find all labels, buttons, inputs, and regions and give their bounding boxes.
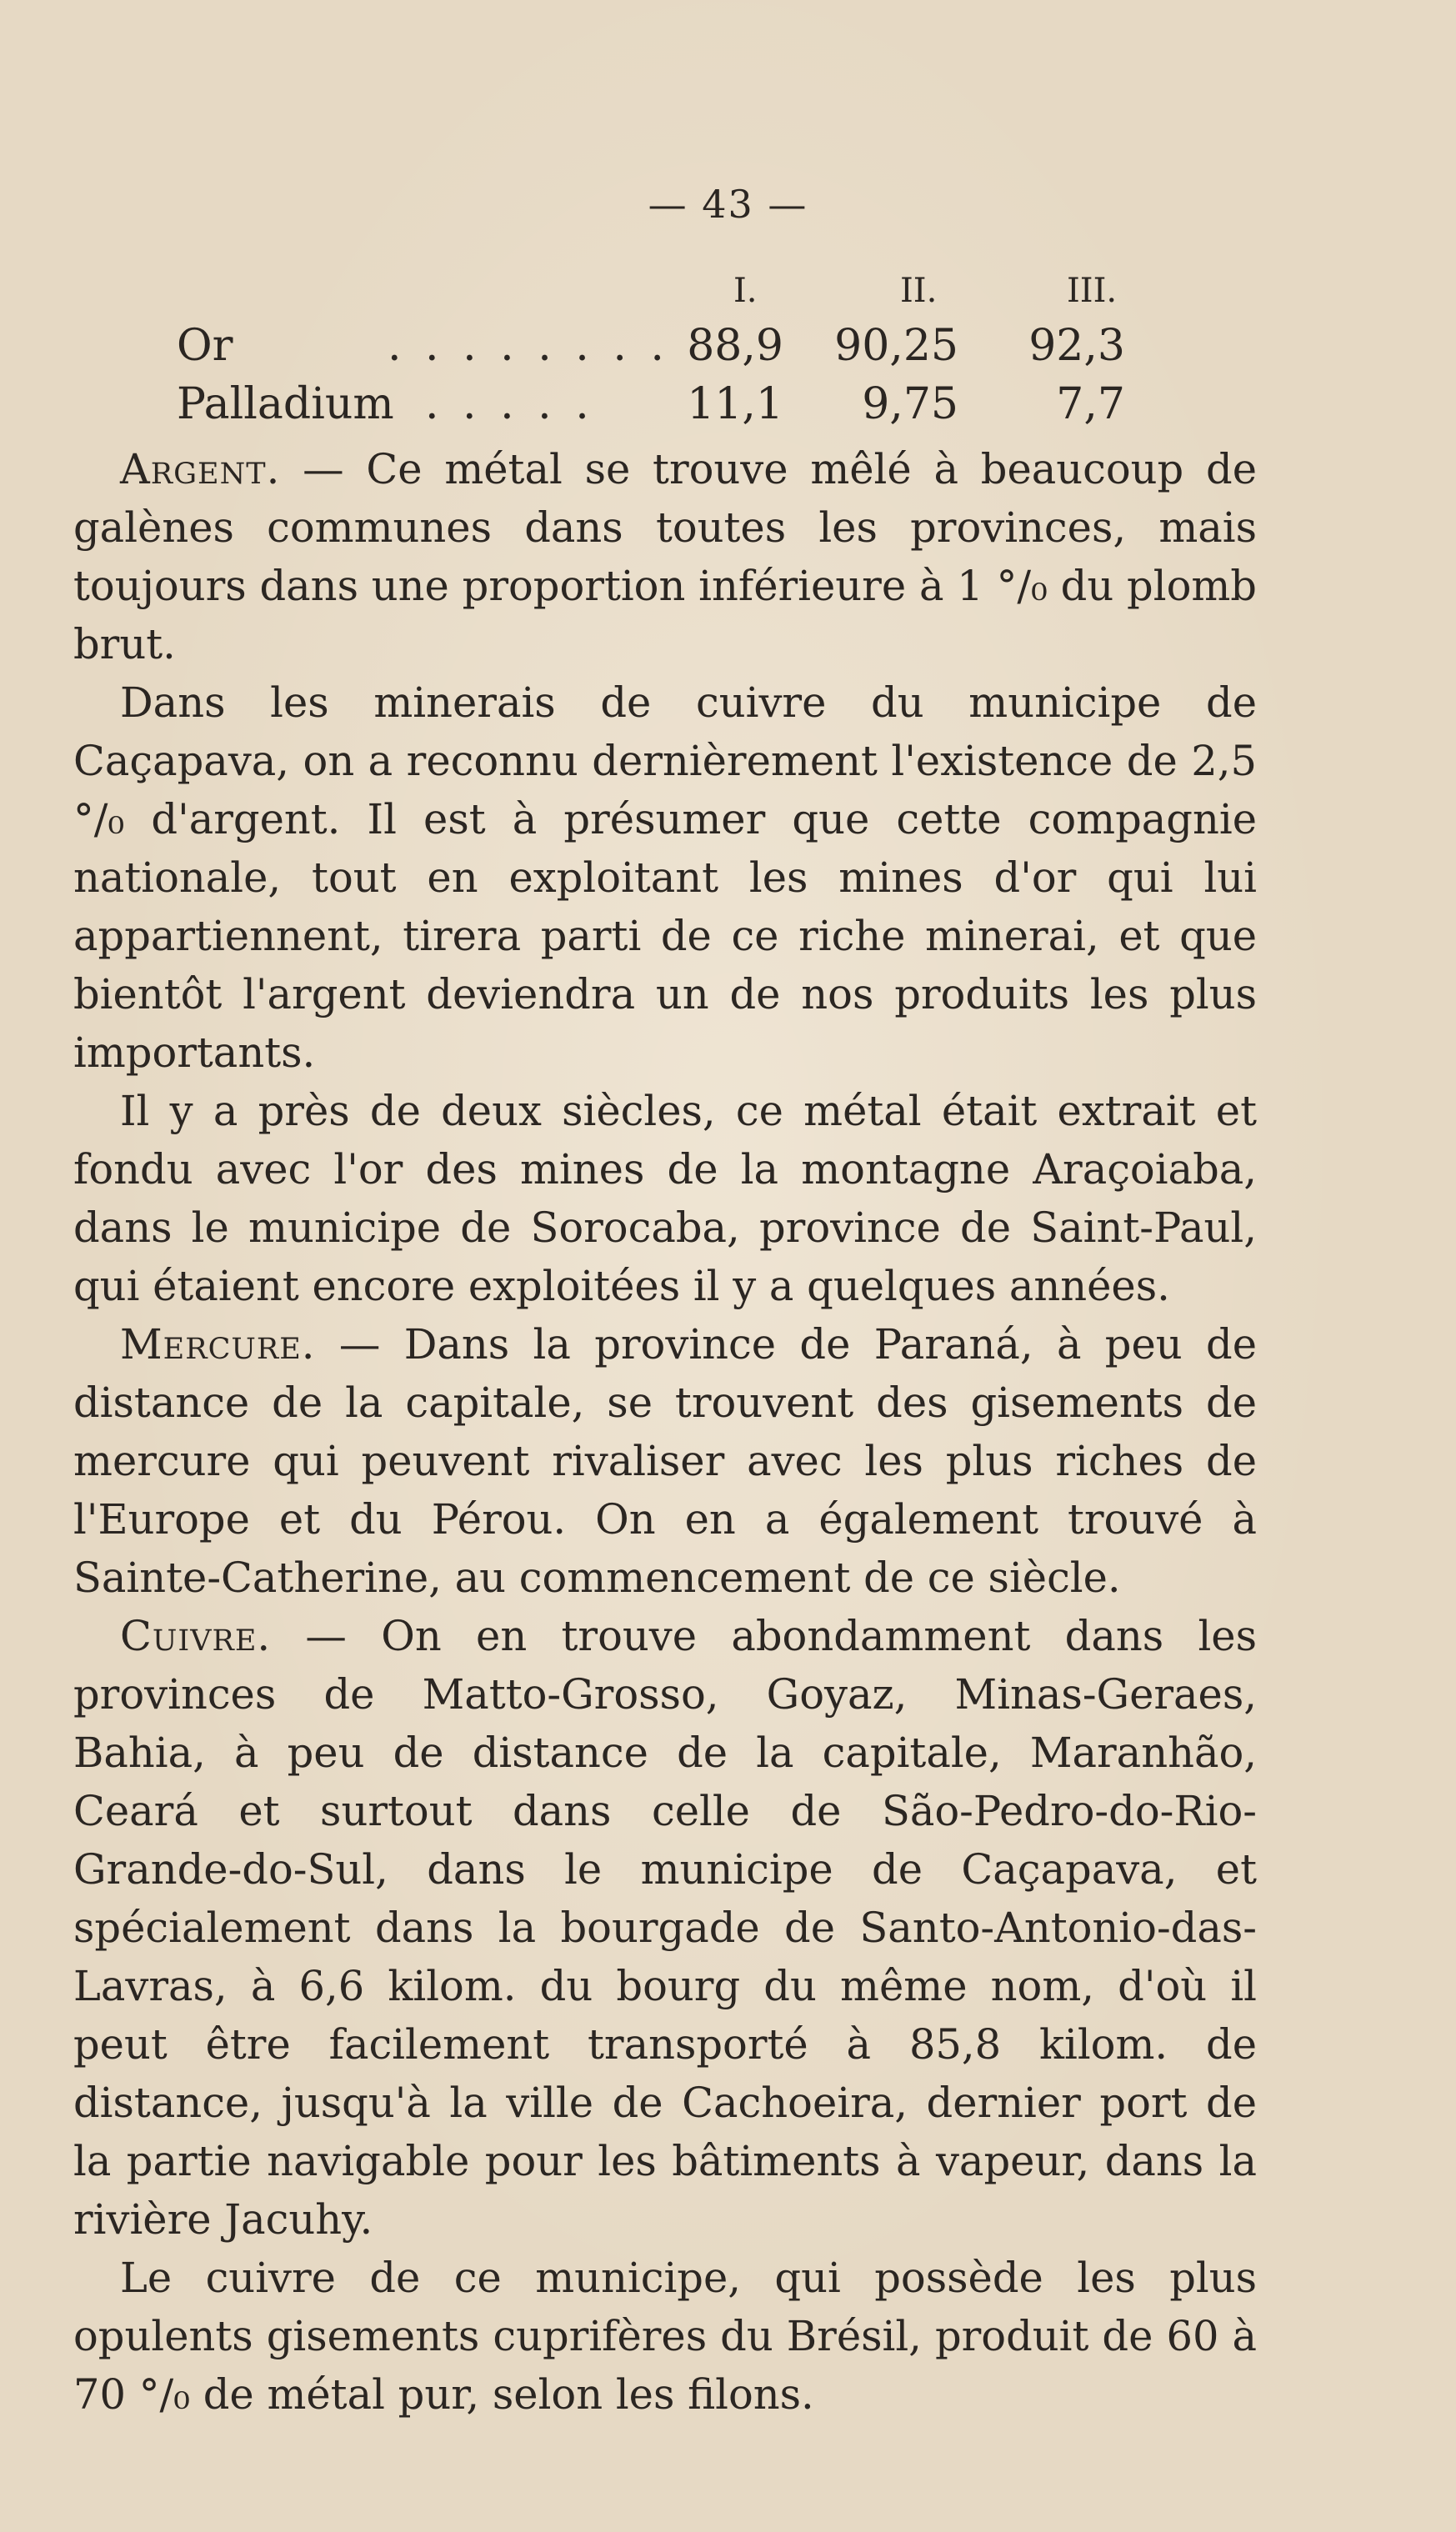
section-heading-mercure: Mercure. <box>120 1320 316 1369</box>
value-col-3: 7,7 <box>1056 379 1125 429</box>
paragraph-cuivre-yield <box>73 2249 1257 2424</box>
paragraph-cacapava-silver <box>73 673 1257 1082</box>
paragraph-cuivre <box>73 1607 1257 2249</box>
paragraph-text: — Dans la province de Paraná, à peu de distance de la capitale, se trouvent des gisements de mercure qui peuvent rivaliser avec les plus riches de l'Europe et du Pérou. On en a également trouvé à Sainte-Catherine, au commencement de ce siècle. <box>73 1320 1257 1602</box>
paragraph-argent <box>73 440 1257 673</box>
assay-table-header <box>167 272 1167 322</box>
paragraph-text: Dans les minerais de cuivre du municipe de Caçapava, on a reconnu dernièrement l'existence de 2,5 °/₀ d'argent. Il est à présumer que cette compagnie nationale, tout en exploitant les mines d'or qui lui appartiennent, tirera parti de ce riche minerai, et que bientôt l'argent deviendra un de nos produits les plus importants. <box>73 678 1257 1077</box>
value-col-3: 92,3 <box>1028 321 1125 371</box>
body-text <box>73 440 1257 2424</box>
row-label: Or <box>177 321 233 371</box>
section-heading-argent: Argent. <box>120 445 281 493</box>
paragraph-mercure <box>73 1315 1257 1607</box>
page-number: — 43 — <box>648 182 808 227</box>
row-label: Palladium <box>177 379 394 429</box>
paragraph-text: Il y a près de deux siècles, ce métal était extrait et fondu avec l'or des mines de la montagne Araçoiaba, dans le municipe de Sorocaba, province de Saint-Paul, qui étaient encore exploitées il y a quelques années. <box>73 1087 1257 1310</box>
column-header-3: III. <box>1067 272 1118 310</box>
section-heading-cuivre: Cuivre. <box>120 1612 272 1660</box>
paragraph-text: — On en trouve abondamment dans les provinces de Matto-Grosso, Goyaz, Minas-Geraes, Bahia, à peu de distance de la capitale, Maranhão, Ceará et surtout dans celle de São-Pedro-do-Rio-Grande-do-Sul, dans le municipe de Caçapava, et spécialement dans la bourgade de Santo-Antonio-das-Lavras, à 6,6 kilom. du bourg du même nom, d'où il peut être facilement transporté à 85,8 kilom. de distance, jusqu'à la ville de Cachoeira, dernier port de la partie navigable pour les bâtiments à vapeur, dans la rivière Jacuhy. <box>73 1612 1257 2244</box>
leader-dots: . . . . . <box>425 379 594 429</box>
value-col-1: 11,1 <box>687 379 783 429</box>
table-row-or <box>167 321 1167 379</box>
paragraph-text: — Ce métal se trouve mêlé à beaucoup de galènes communes dans toutes les provinces, mais toujours dans une proportion inférieure à 1 °/₀ du plomb brut. <box>73 445 1257 668</box>
value-col-1: 88,9 <box>687 321 783 371</box>
paragraph-text: Le cuivre de ce municipe, qui possède les plus opulents gisements cuprifères du Brésil, produit de 60 à 70 °/₀ de métal pur, selon les filons. <box>73 2254 1257 2419</box>
table-row-palladium <box>167 379 1167 438</box>
value-col-2: 90,25 <box>834 321 958 371</box>
column-header-1: I. <box>733 272 758 310</box>
value-col-2: 9,75 <box>862 379 958 429</box>
leader-dots: . . . . . . . . <box>388 321 669 371</box>
paragraph-aracoiaba <box>73 1082 1257 1315</box>
column-header-2: II. <box>900 272 938 310</box>
